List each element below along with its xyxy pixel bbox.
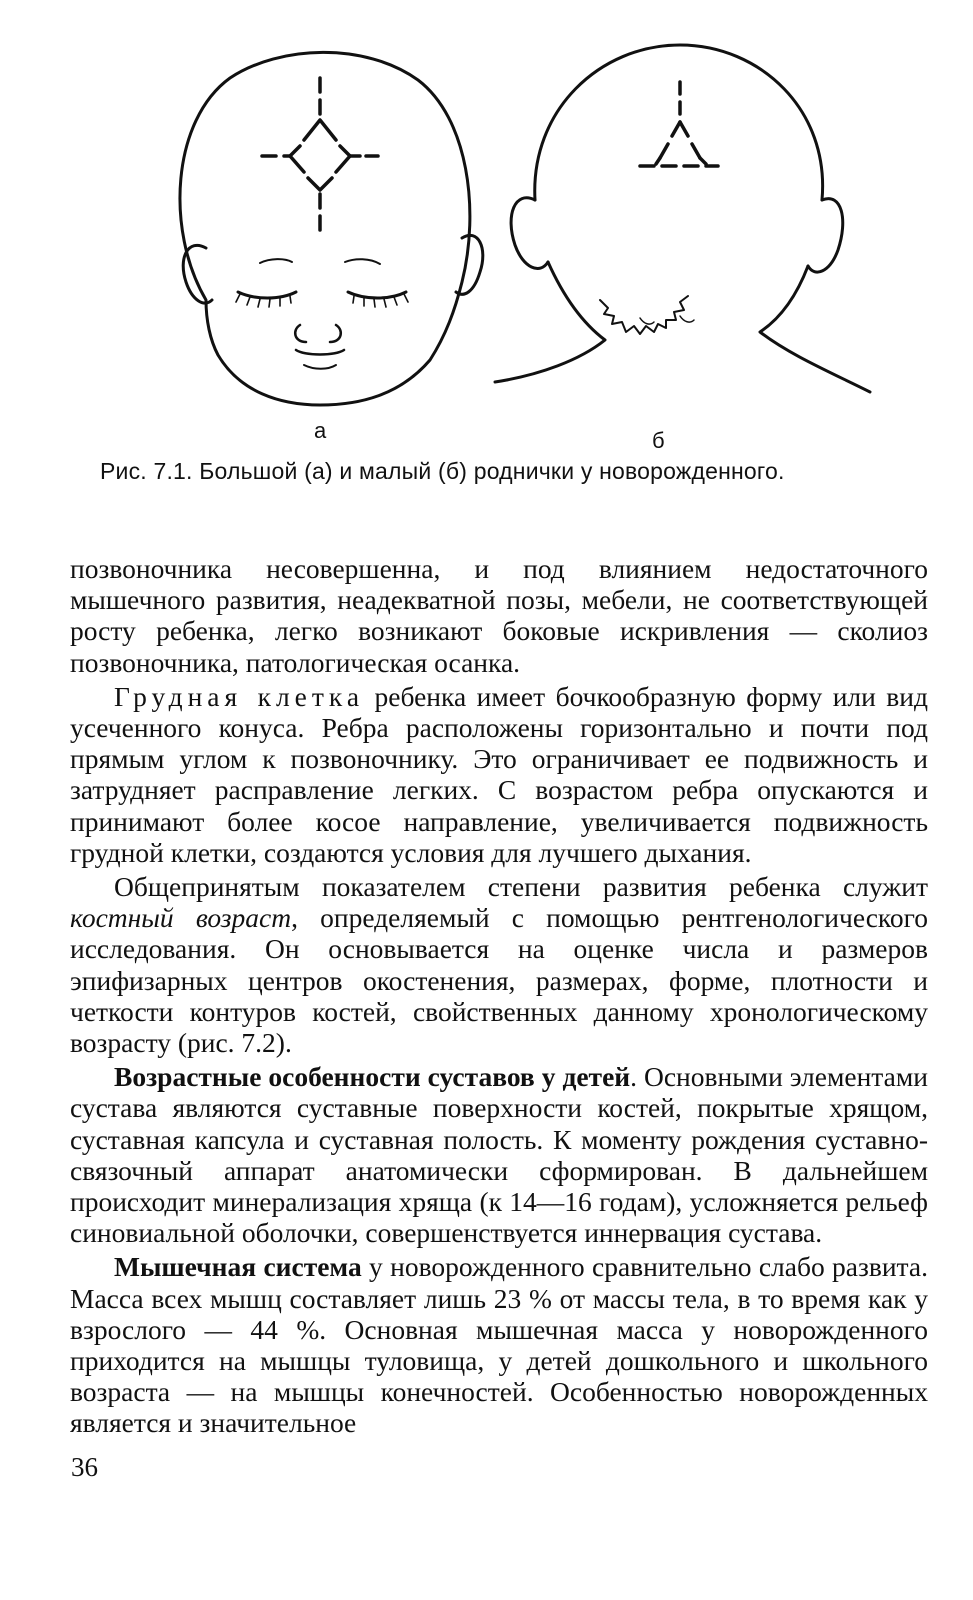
head-back-view — [495, 45, 870, 392]
body-text — [70, 553, 928, 1442]
paragraph-5: Мышечная система у новорожденного сравнительно слабо развита. Масса всех мышц составляет лишь 23 % от массы тела, в то время как у взрослого — 44 %. Основная мышечная масса у новорожденного приходится на мышцы туловища, у детей дошкольного и школьного возраста — на мышцы конечностей. Особенностью новорожденных является и значительное — [70, 1251, 928, 1439]
figure-label-b: б — [652, 428, 665, 453]
paragraph-1: позвоночника несовершенна, и под влиянием недостаточного мышечного развития, неадекватной позы, мебели, не соответствующей росту ребенка, легко возникают боковые искривления — сколиоз позвоночника, патологическая осанка. — [70, 553, 928, 678]
term-chest: Грудная клетка — [114, 680, 365, 712]
paragraph-3: Общепринятым показателем степени развития ребенка служит костный возраст, определяемый с помощью рентгенологического исследования. Он основывается на оценке числа и размеров эпифизарных центров окостенения, размерах, форме, плотности и четкости контуров костей, свойственных данному хронологическому возрасту (рис. 7.2). — [70, 871, 928, 1059]
small-fontanelle — [640, 82, 718, 166]
figure-caption: Рис. 7.1. Большой (а) и малый (б) роднички у новорожденного. — [100, 458, 785, 484]
term-bone-age: костный возраст — [70, 902, 292, 934]
page-number: 36 — [71, 1452, 98, 1482]
paragraph-2: Грудная клетка ребенка имеет бочкообразную форму или вид усеченного конуса. Ребра расположены горизонтально и почти под прямым углом к позвоночнику. Это ограничивает ее подвижность и затрудняет расправление легких. С возрастом ребра опускаются и принимают более косое направление, увеличивается подвижность грудной клетки, создаются условия для лучшего дыхания. — [70, 680, 928, 868]
heading-joints: Возрастные особенности суставов у детей — [114, 1061, 631, 1093]
head-front-view — [180, 52, 483, 405]
paragraph-4: Возрастные особенности суставов у детей. Основными элементами сустава являются суставные поверхности костей, покрытые хрящом, суставная капсула и суставная полость. К моменту рождения суставно-связочный аппарат анатомически сформирован. В дальнейшем происходит минерализация хряща (к 14—16 годам), усложняется рельеф синовиальной оболочки, совершенствуется иннервация сустава. — [70, 1061, 928, 1249]
fontanelle-illustration — [0, 0, 973, 440]
large-fontanelle — [262, 78, 378, 230]
figure-label-a: а — [314, 418, 327, 443]
heading-muscles: Мышечная система — [114, 1251, 362, 1283]
figure-fontanelles — [0, 0, 973, 453]
